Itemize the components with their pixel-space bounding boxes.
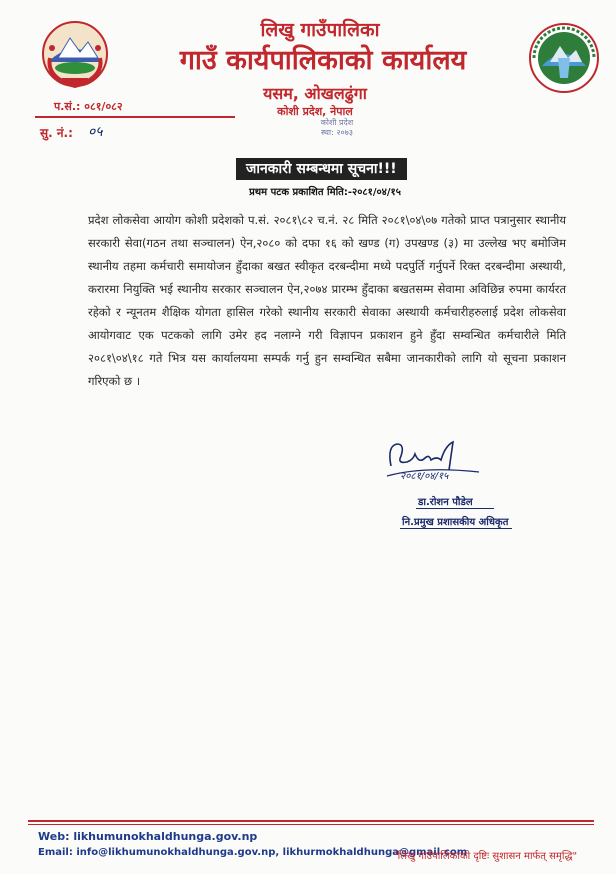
notice-body-paragraph: प्रदेश लोकसेवा आयोग कोशी प्रदेशको प.सं. २०८१\८२ च.नं. २८ मिति २०८१\०४\०७ गतेको प्राप्त पत्रानुसार स्थानीय सरकारी सेवा(गठन तथा सञ्चालन) ऐन,२०८० को दफा १६ को खण्ड (ग) उपखण्ड (३) मा उल्लेख भए बमोजिम स्थानीय तहमा कर्मचारी समायोजन हुँदाका बखत स्वीकृत दरबन्दीमा मध्ये पदपुर्ति गर्नुपर्ने रिक्त दरबन्दीमा अस्थायी, करारमा नियुक्ति भई स्थानीय सरकार सञ्चालन ऐन,२०७४ प्रारम्भ हुँदाका बखतसम्म सेवामा अविछिन्न रुपमा कार्यरत रहेको र न्यूनतम शैक्षिक योगता हासिल गरेको स्थानीय सरकारी सेवाका अस्थायी कर्मचारीहरुलाई प्रदेश लोकसेवा आयोगवाट एक पटकको लागि उमेर हद नलाग्ने गरी विज्ञापन प्रकाशन हुने हुँदा सम्वन्धित कर्मचारीले मिति २०८१\०४\१८ गते भित्र यस कार्यालयमा सम्पर्क गर्नु हुन सम्वन्धित सबैमा जानकारीको लागि यो सूचना प्रकाशन गरिएको छ । [88,213,566,388]
notice-body [88,209,566,393]
stamp-line: स्था: २०७३ [320,128,353,137]
signatory-title: नि.प्रमुख प्रशासकीय अधिकृत [402,517,509,528]
footer-web-link[interactable]: likhumunokhaldhunga.gov.np [73,830,258,843]
footer-email-label: Email: [38,847,73,858]
municipality-name: लिखु गाउँपालिका [260,19,380,41]
stamp-line: कोशी प्रदेश [320,118,354,127]
dispatch-number-value: ०५ [88,124,103,140]
footer-divider [28,820,594,822]
office-address: यसम, ओखलढुंगा [263,84,367,103]
header-divider [35,116,235,118]
footer-website [38,830,257,843]
signatory-name-underline [416,508,494,509]
office-stamp [302,118,372,148]
signature-date: २०८१/०४/१५ [400,471,449,482]
signatory-title-underline [400,528,512,529]
office-province: कोशी प्रदेश, नेपाल [277,105,353,118]
office-title: गाउँ कार्यपालिकाको कार्यालय [179,45,467,76]
nepal-government-emblem-icon [40,18,110,90]
municipality-logo-icon [528,22,600,94]
footer-motto: "लिखु गाउँपालिकाको दृष्टिः सुशासन मार्फत् समृद्धि" [393,851,578,862]
publish-date: प्रथम पटक प्रकाशित मिति:-२०८१/०४/१५ [249,187,401,198]
dispatch-number-label: सु. नं.: [40,126,73,140]
footer-email-link[interactable]: info@likhumunokhaldhunga.gov.np, likhurmokhaldhunga@gmail.com [76,847,468,858]
signatory-name: डा.रोशन पौडेल [418,497,473,508]
reference-number: प.सं.: ०८१/०८२ [54,100,123,113]
footer-web-label: Web: [38,830,70,843]
notice-title: जानकारी सम्बन्धमा सूचना!!! [236,158,407,180]
footer-divider-thin [28,824,594,825]
